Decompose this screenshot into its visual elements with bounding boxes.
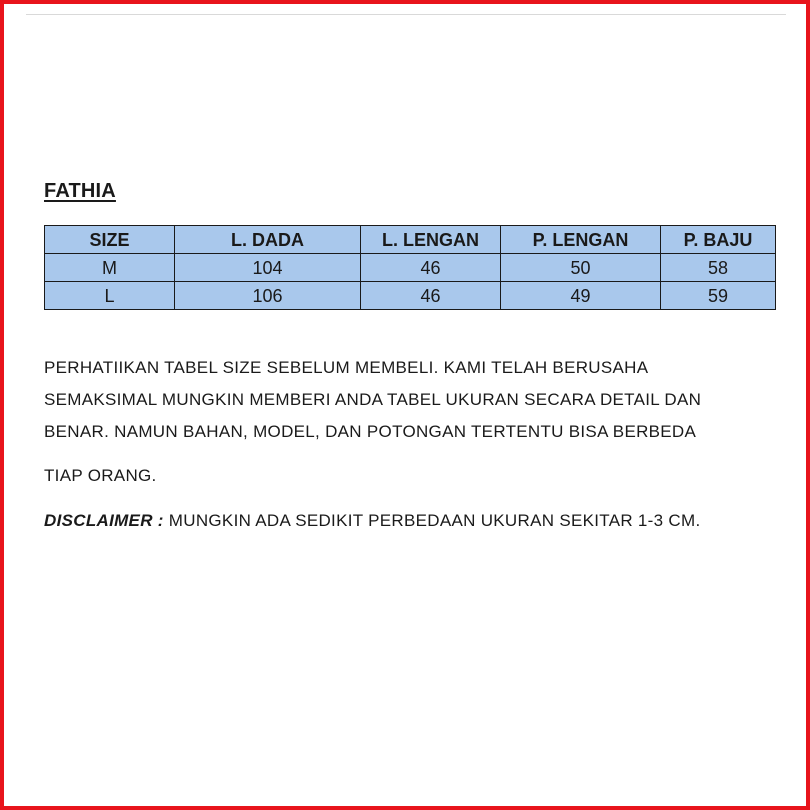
cell-lebar-dada: 106	[175, 282, 361, 310]
top-divider	[26, 14, 786, 15]
cell-lebar-lengan: 46	[361, 282, 501, 310]
cell-panjang-baju: 58	[661, 254, 776, 282]
note-line-2: SEMAKSIMAL MUNGKIN MEMBERI ANDA TABEL UKURAN SECARA DETAIL DAN	[44, 390, 702, 409]
cell-panjang-baju: 59	[661, 282, 776, 310]
disclaimer-line	[44, 511, 700, 531]
header-lebar-dada: L. DADA	[175, 226, 361, 254]
cell-size: M	[45, 254, 175, 282]
table-row	[45, 254, 776, 282]
header-panjang-baju: P. BAJU	[661, 226, 776, 254]
note-line-3: BENAR. NAMUN BAHAN, MODEL, DAN POTONGAN TERTENTU BISA BERBEDA	[44, 422, 697, 441]
header-panjang-lengan: P. LENGAN	[501, 226, 661, 254]
disclaimer-label: DISCLAIMER :	[44, 511, 164, 530]
cell-lebar-dada: 104	[175, 254, 361, 282]
header-lebar-lengan: L. LENGAN	[361, 226, 501, 254]
header-size: SIZE	[45, 226, 175, 254]
cell-lebar-lengan: 46	[361, 254, 501, 282]
cell-panjang-lengan: 49	[501, 282, 661, 310]
table-header-row	[45, 226, 776, 254]
disclaimer-text: MUNGKIN ADA SEDIKIT PERBEDAAN UKURAN SEKITAR 1-3 CM.	[163, 511, 701, 530]
note-line-4: TIAP ORANG.	[44, 466, 157, 485]
product-title: FATHIA	[44, 180, 116, 202]
cell-panjang-lengan: 50	[501, 254, 661, 282]
size-chart-table	[44, 225, 776, 310]
table-row	[45, 282, 776, 310]
note-line-1: PERHATIIKAN TABEL SIZE SEBELUM MEMBELI. KAMI TELAH BERUSAHA	[44, 358, 649, 377]
cell-size: L	[45, 282, 175, 310]
